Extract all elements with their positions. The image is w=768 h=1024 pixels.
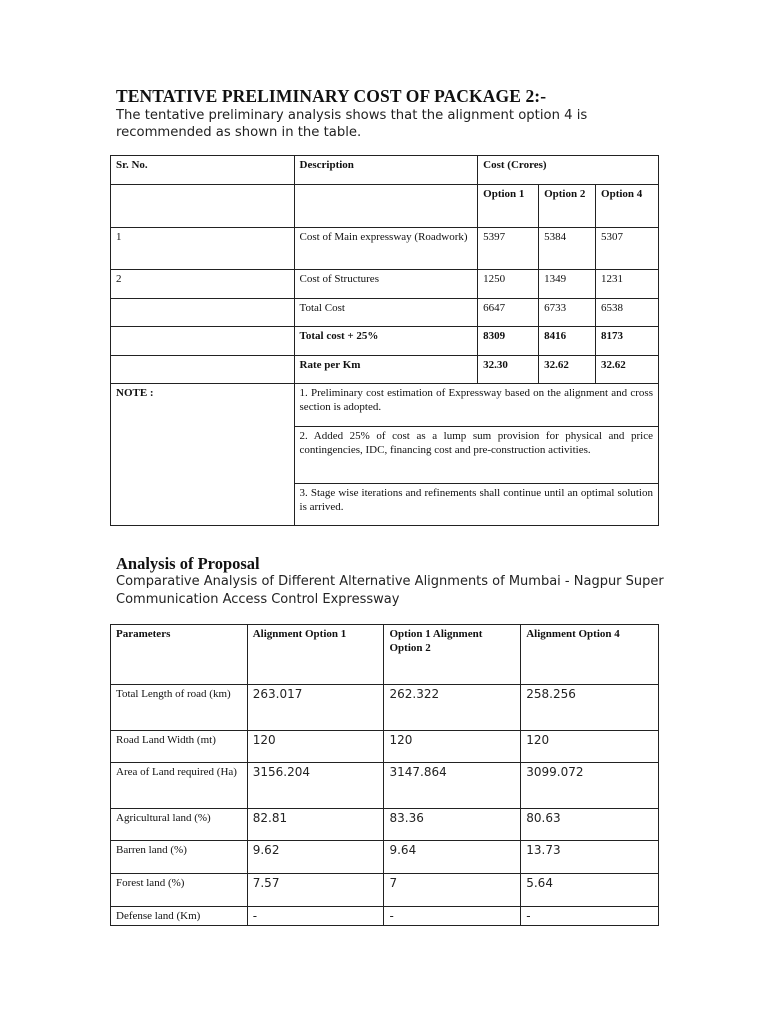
option-header: Option 1: [478, 185, 539, 228]
table-row: [111, 327, 659, 356]
row-value: 6647: [478, 299, 539, 327]
row-srno: [111, 327, 295, 356]
table-row: [111, 685, 659, 731]
row-value: 120: [521, 731, 659, 763]
row-value: 6538: [596, 299, 659, 327]
row-value: -: [521, 907, 659, 926]
row-value: 8416: [539, 327, 596, 356]
row-value: 32.62: [596, 356, 659, 384]
table-row: [111, 841, 659, 874]
row-description: Cost of Structures: [294, 270, 478, 299]
row-value: 263.017: [247, 685, 384, 731]
header-parameters: Parameters: [111, 625, 248, 685]
row-value: 5307: [596, 228, 659, 270]
table-row: [111, 299, 659, 327]
row-value: 83.36: [384, 809, 521, 841]
row-value: 8309: [478, 327, 539, 356]
row-value: 262.322: [384, 685, 521, 731]
header-option: Alignment Option 1: [247, 625, 384, 685]
row-description: Total cost + 25%: [294, 327, 478, 356]
row-parameter: Area of Land required (Ha): [111, 763, 248, 809]
row-description: Cost of Main expressway (Roadwork): [294, 228, 478, 270]
table-row: [111, 907, 659, 926]
table-row: [111, 763, 659, 809]
row-value: -: [247, 907, 384, 926]
row-value: 82.81: [247, 809, 384, 841]
row-parameter: Defense land (Km): [111, 907, 248, 926]
row-value: 1231: [596, 270, 659, 299]
row-description: Rate per Km: [294, 356, 478, 384]
header-option: Alignment Option 4: [521, 625, 659, 685]
table-row: [111, 356, 659, 384]
row-value: 258.256: [521, 685, 659, 731]
header-option: Option 1 Alignment Option 2: [384, 625, 521, 685]
table-row: [111, 874, 659, 907]
row-srno: [111, 356, 295, 384]
row-value: 9.62: [247, 841, 384, 874]
cost-table-options-row: [111, 185, 659, 228]
row-srno: [111, 299, 295, 327]
row-srno: 1: [111, 228, 295, 270]
analysis-section-title: Analysis of Proposal: [116, 554, 260, 573]
table-row: [111, 270, 659, 299]
analysis-section-intro: Comparative Analysis of Different Alternative Alignments of Mumbai - Nagpur Super Communication Access Control Expressway: [116, 574, 664, 607]
row-value: 120: [247, 731, 384, 763]
table-row: [111, 731, 659, 763]
option-header: Option 2: [539, 185, 596, 228]
empty-cell: [111, 185, 295, 228]
row-value: 7.57: [247, 874, 384, 907]
row-value: 80.63: [521, 809, 659, 841]
row-value: -: [384, 907, 521, 926]
cost-table-header-row: [111, 156, 659, 185]
cost-section-title: TENTATIVE PRELIMINARY COST OF PACKAGE 2:-: [116, 86, 547, 106]
table-row: [111, 809, 659, 841]
note-item: 1. Preliminary cost estimation of Expressway based on the alignment and cross section is adopted.: [294, 384, 658, 427]
table-row: [111, 228, 659, 270]
row-value: 6733: [539, 299, 596, 327]
row-parameter: Barren land (%): [111, 841, 248, 874]
proposal-header-row: [111, 625, 659, 685]
row-parameter: Forest land (%): [111, 874, 248, 907]
cost-table: [110, 155, 659, 526]
row-value: 1250: [478, 270, 539, 299]
proposal-table: [110, 624, 659, 926]
row-value: 8173: [596, 327, 659, 356]
row-parameter: Total Length of road (km): [111, 685, 248, 731]
row-value: 5397: [478, 228, 539, 270]
header-description: Description: [294, 156, 478, 185]
row-value: 3156.204: [247, 763, 384, 809]
option-header: Option 4: [596, 185, 659, 228]
row-srno: 2: [111, 270, 295, 299]
note-item: 3. Stage wise iterations and refinements shall continue until an optimal solution is arrived.: [294, 484, 658, 526]
cost-section-intro: The tentative preliminary analysis shows that the alignment option 4 is recommended as shown in the table.: [116, 108, 588, 140]
row-value: 120: [384, 731, 521, 763]
row-value: 5384: [539, 228, 596, 270]
row-value: 32.62: [539, 356, 596, 384]
header-srno: Sr. No.: [111, 156, 295, 185]
row-value: 1349: [539, 270, 596, 299]
row-parameter: Road Land Width (mt): [111, 731, 248, 763]
row-value: 5.64: [521, 874, 659, 907]
row-value: 9.64: [384, 841, 521, 874]
note-label: NOTE :: [111, 384, 295, 526]
row-value: 7: [384, 874, 521, 907]
empty-cell: [294, 185, 478, 228]
row-value: 3099.072: [521, 763, 659, 809]
note-item: 2. Added 25% of cost as a lump sum provision for physical and price contingencies, IDC, financing cost and pre-construction activities.: [294, 427, 658, 484]
header-cost: Cost (Crores): [478, 156, 659, 185]
row-parameter: Agricultural land (%): [111, 809, 248, 841]
row-description: Total Cost: [294, 299, 478, 327]
row-value: 32.30: [478, 356, 539, 384]
row-value: 3147.864: [384, 763, 521, 809]
note-row: [111, 384, 659, 427]
row-value: 13.73: [521, 841, 659, 874]
